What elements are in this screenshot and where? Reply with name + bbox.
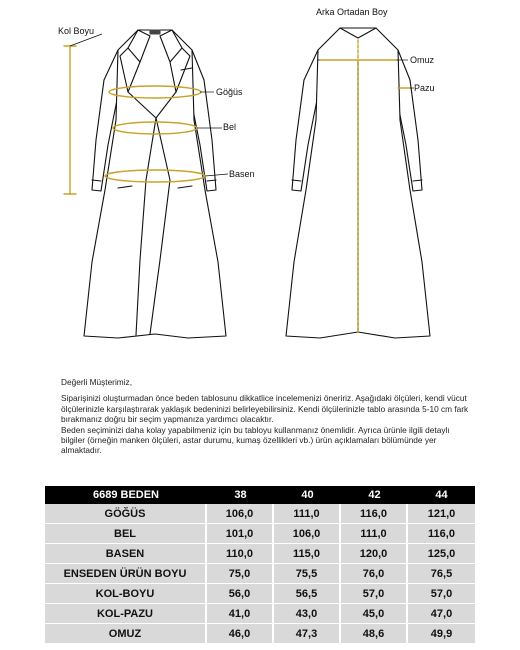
label-arka-ortadan-boy: Arka Ortadan Boy <box>316 7 388 17</box>
table-cell: 116,0 <box>341 504 408 524</box>
label-omuz: Omuz <box>410 55 435 65</box>
row-label: GÖĞÜS <box>45 504 207 524</box>
table-cell: 111,0 <box>274 504 341 524</box>
table-row <box>45 584 475 604</box>
table-cell: 106,0 <box>207 504 274 524</box>
table-cell: 46,0 <box>207 624 274 644</box>
table-cell: 57,0 <box>341 584 408 604</box>
table-header-row <box>45 486 475 504</box>
row-label: ENSEDEN ÜRÜN BOYU <box>45 564 207 584</box>
table-cell: 75,0 <box>207 564 274 584</box>
row-label: KOL-PAZU <box>45 604 207 624</box>
table-row <box>45 524 475 544</box>
table-cell: 43,0 <box>274 604 341 624</box>
table-cell: 56,5 <box>274 584 341 604</box>
note-paragraph-1: Siparişinizi oluşturmadan önce beden tablosunu dikkatlice incelemenizi öneririz. Aşağıdaki ölçüleri, kendi vücut ölçülerinizle karşılaştırarak yaklaşık bedeninizi belirleyebilirsiniz. Kendi ölçülerinizle tablo arasında 5-10 cm fark bırakmanız doğru bir seçim yapmanıza yardımcı olacaktır. <box>61 393 469 425</box>
row-label: BEL <box>45 524 207 544</box>
table-cell: 101,0 <box>207 524 274 544</box>
table-cell: 116,0 <box>408 524 475 544</box>
table-cell: 76,0 <box>341 564 408 584</box>
header-cell: 44 <box>408 486 475 504</box>
row-label: KOL-BOYU <box>45 584 207 604</box>
table-cell: 106,0 <box>274 524 341 544</box>
table-row <box>45 604 475 624</box>
label-pazu: Pazu <box>414 83 435 93</box>
table-cell: 48,6 <box>341 624 408 644</box>
table-cell: 111,0 <box>341 524 408 544</box>
table-cell: 125,0 <box>408 544 475 564</box>
table-cell: 110,0 <box>207 544 274 564</box>
table-cell: 120,0 <box>341 544 408 564</box>
label-kol-boyu: Kol Boyu <box>58 26 95 36</box>
table-cell: 47,0 <box>408 604 475 624</box>
table-cell: 121,0 <box>408 504 475 524</box>
label-gogus: Göğüs <box>216 87 243 97</box>
size-chart-table <box>45 486 475 644</box>
front-coat-drawing <box>84 30 226 338</box>
row-label: BASEN <box>45 544 207 564</box>
table-cell: 75,5 <box>274 564 341 584</box>
header-cell: 38 <box>207 486 274 504</box>
table-cell: 57,0 <box>408 584 475 604</box>
table-cell: 41,0 <box>207 604 274 624</box>
note-greeting: Değerli Müşterimiz, <box>61 377 132 387</box>
table-row <box>45 624 475 644</box>
note-paragraph-2: Beden seçiminizi daha kolay yapabilmeniz için bu tabloyu kullanmanız önemlidir. Ayrıca ürünle ilgili detaylı bilgiler (örneğin manken ölçüleri, astar durumu, kumaş özellikleri vb.) ürün açıklamaları bölümünde yer almaktadır. <box>61 424 450 456</box>
table-cell: 45,0 <box>341 604 408 624</box>
row-label: OMUZ <box>45 624 207 644</box>
label-bel: Bel <box>223 122 237 132</box>
table-cell: 76,5 <box>408 564 475 584</box>
table-row <box>45 544 475 564</box>
table-cell: 47,3 <box>274 624 341 644</box>
label-basen: Basen <box>229 169 255 179</box>
customer-note <box>61 377 471 456</box>
table-cell: 56,0 <box>207 584 274 604</box>
header-cell: 42 <box>341 486 408 504</box>
table-row <box>45 504 475 524</box>
header-cell: 40 <box>274 486 341 504</box>
header-cell: 6689 BEDEN <box>45 486 207 504</box>
table-cell: 115,0 <box>274 544 341 564</box>
table-cell: 49,9 <box>408 624 475 644</box>
table-row <box>45 564 475 584</box>
